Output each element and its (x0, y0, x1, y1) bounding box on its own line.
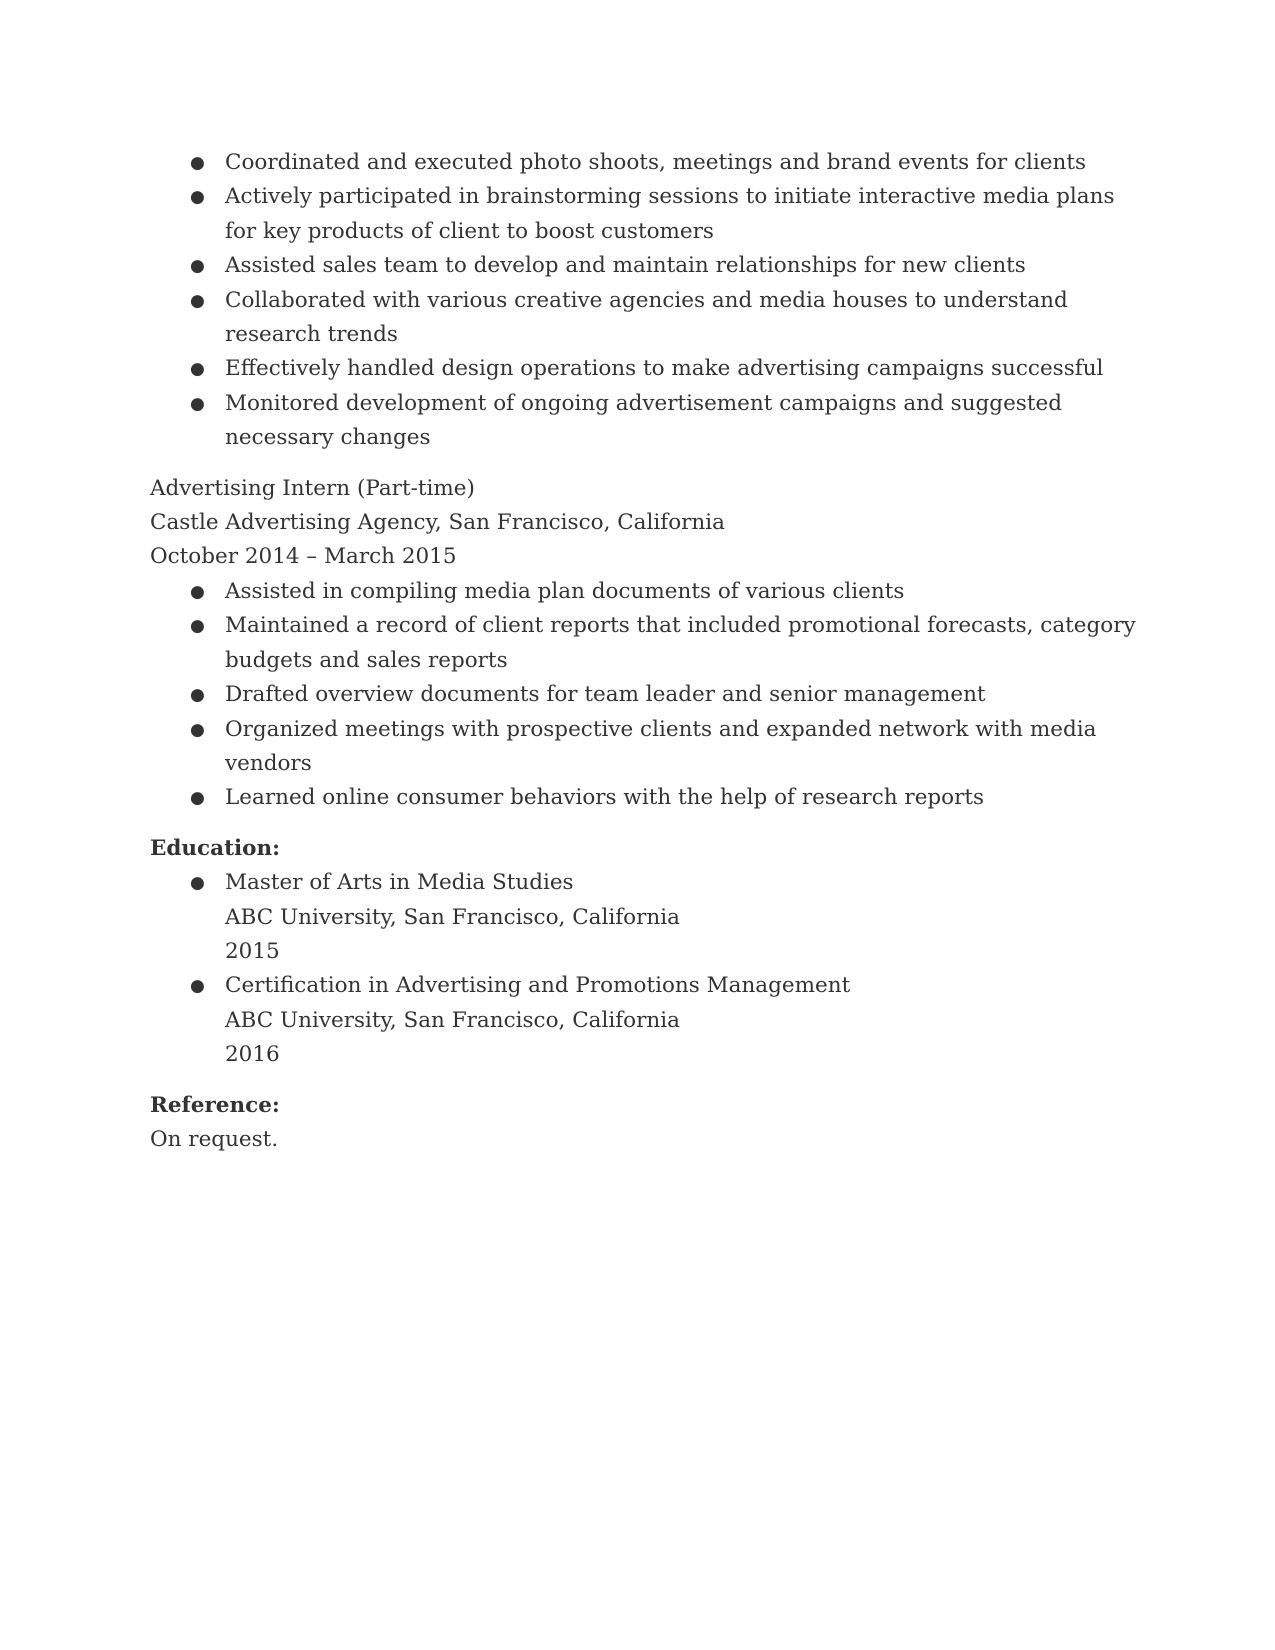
education-list (150, 866, 1140, 1072)
list-item: ● Organized meetings with prospective clients and expanded network with media vendors (150, 713, 1140, 782)
job-company: Castle Advertising Agency, San Francisco, California (150, 510, 725, 536)
education-degree: Certification in Advertising and Promotions Management (225, 973, 851, 999)
list-item: ● Assisted sales team to develop and maintain relationships for new clients (150, 249, 1140, 283)
bullet-icon: ● (190, 393, 205, 414)
list-item: ● Coordinated and executed photo shoots, meetings and brand events for clients (150, 146, 1140, 180)
list-item (150, 866, 1140, 969)
bullet-icon: ● (190, 581, 205, 602)
list-item: ● Maintained a record of client reports that included promotional forecasts, category budgets and sales reports (150, 609, 1140, 678)
list-item: ● Assisted in compiling media plan documents of various clients (150, 575, 1140, 609)
bullet-icon: ● (190, 976, 205, 997)
bullet-icon: ● (190, 187, 205, 208)
bullet-icon: ● (190, 153, 205, 173)
education-school: ABC University, San Francisco, California (225, 1007, 680, 1033)
list-item: ● Drafted overview documents for team leader and senior management (150, 678, 1140, 712)
bullet-icon: ● (190, 359, 205, 380)
bullet-icon: ● (190, 616, 205, 637)
reference-text: On request. (150, 1126, 279, 1152)
list-item: ● Collaborated with various creative agencies and media houses to understand research trends (150, 284, 1140, 353)
bullet-icon: ● (190, 685, 205, 706)
reference-heading: Reference: (150, 1092, 280, 1118)
list-item: ● Effectively handled design operations to make advertising campaigns successful (150, 352, 1140, 386)
job-dates: October 2014 – March 2015 (150, 544, 457, 570)
job-title: Advertising Intern (Part-time) (150, 475, 475, 501)
resume-content (150, 146, 1140, 1157)
education-degree: Master of Arts in Media Studies (225, 870, 574, 896)
education-school: ABC University, San Francisco, California (225, 904, 680, 930)
bullet-icon: ● (190, 873, 205, 894)
bullet-icon: ● (190, 290, 205, 311)
job2-bullet-list (150, 575, 1140, 816)
bullet-icon: ● (190, 719, 205, 740)
list-item: ● Learned online consumer behaviors with the help of research reports (150, 781, 1140, 815)
bullet-icon: ● (190, 256, 205, 277)
list-item: ● Monitored development of ongoing advertisement campaigns and suggested necessary changes (150, 387, 1140, 456)
job1-bullet-list (150, 146, 1140, 456)
education-year: 2016 (225, 1042, 280, 1068)
bullet-icon: ● (190, 788, 205, 809)
list-item: ● Actively participated in brainstorming sessions to initiate interactive media plans for key products of client to boost customers (150, 180, 1140, 249)
list-item (150, 969, 1140, 1072)
education-year: 2015 (225, 938, 280, 964)
education-heading: Education: (150, 835, 281, 861)
